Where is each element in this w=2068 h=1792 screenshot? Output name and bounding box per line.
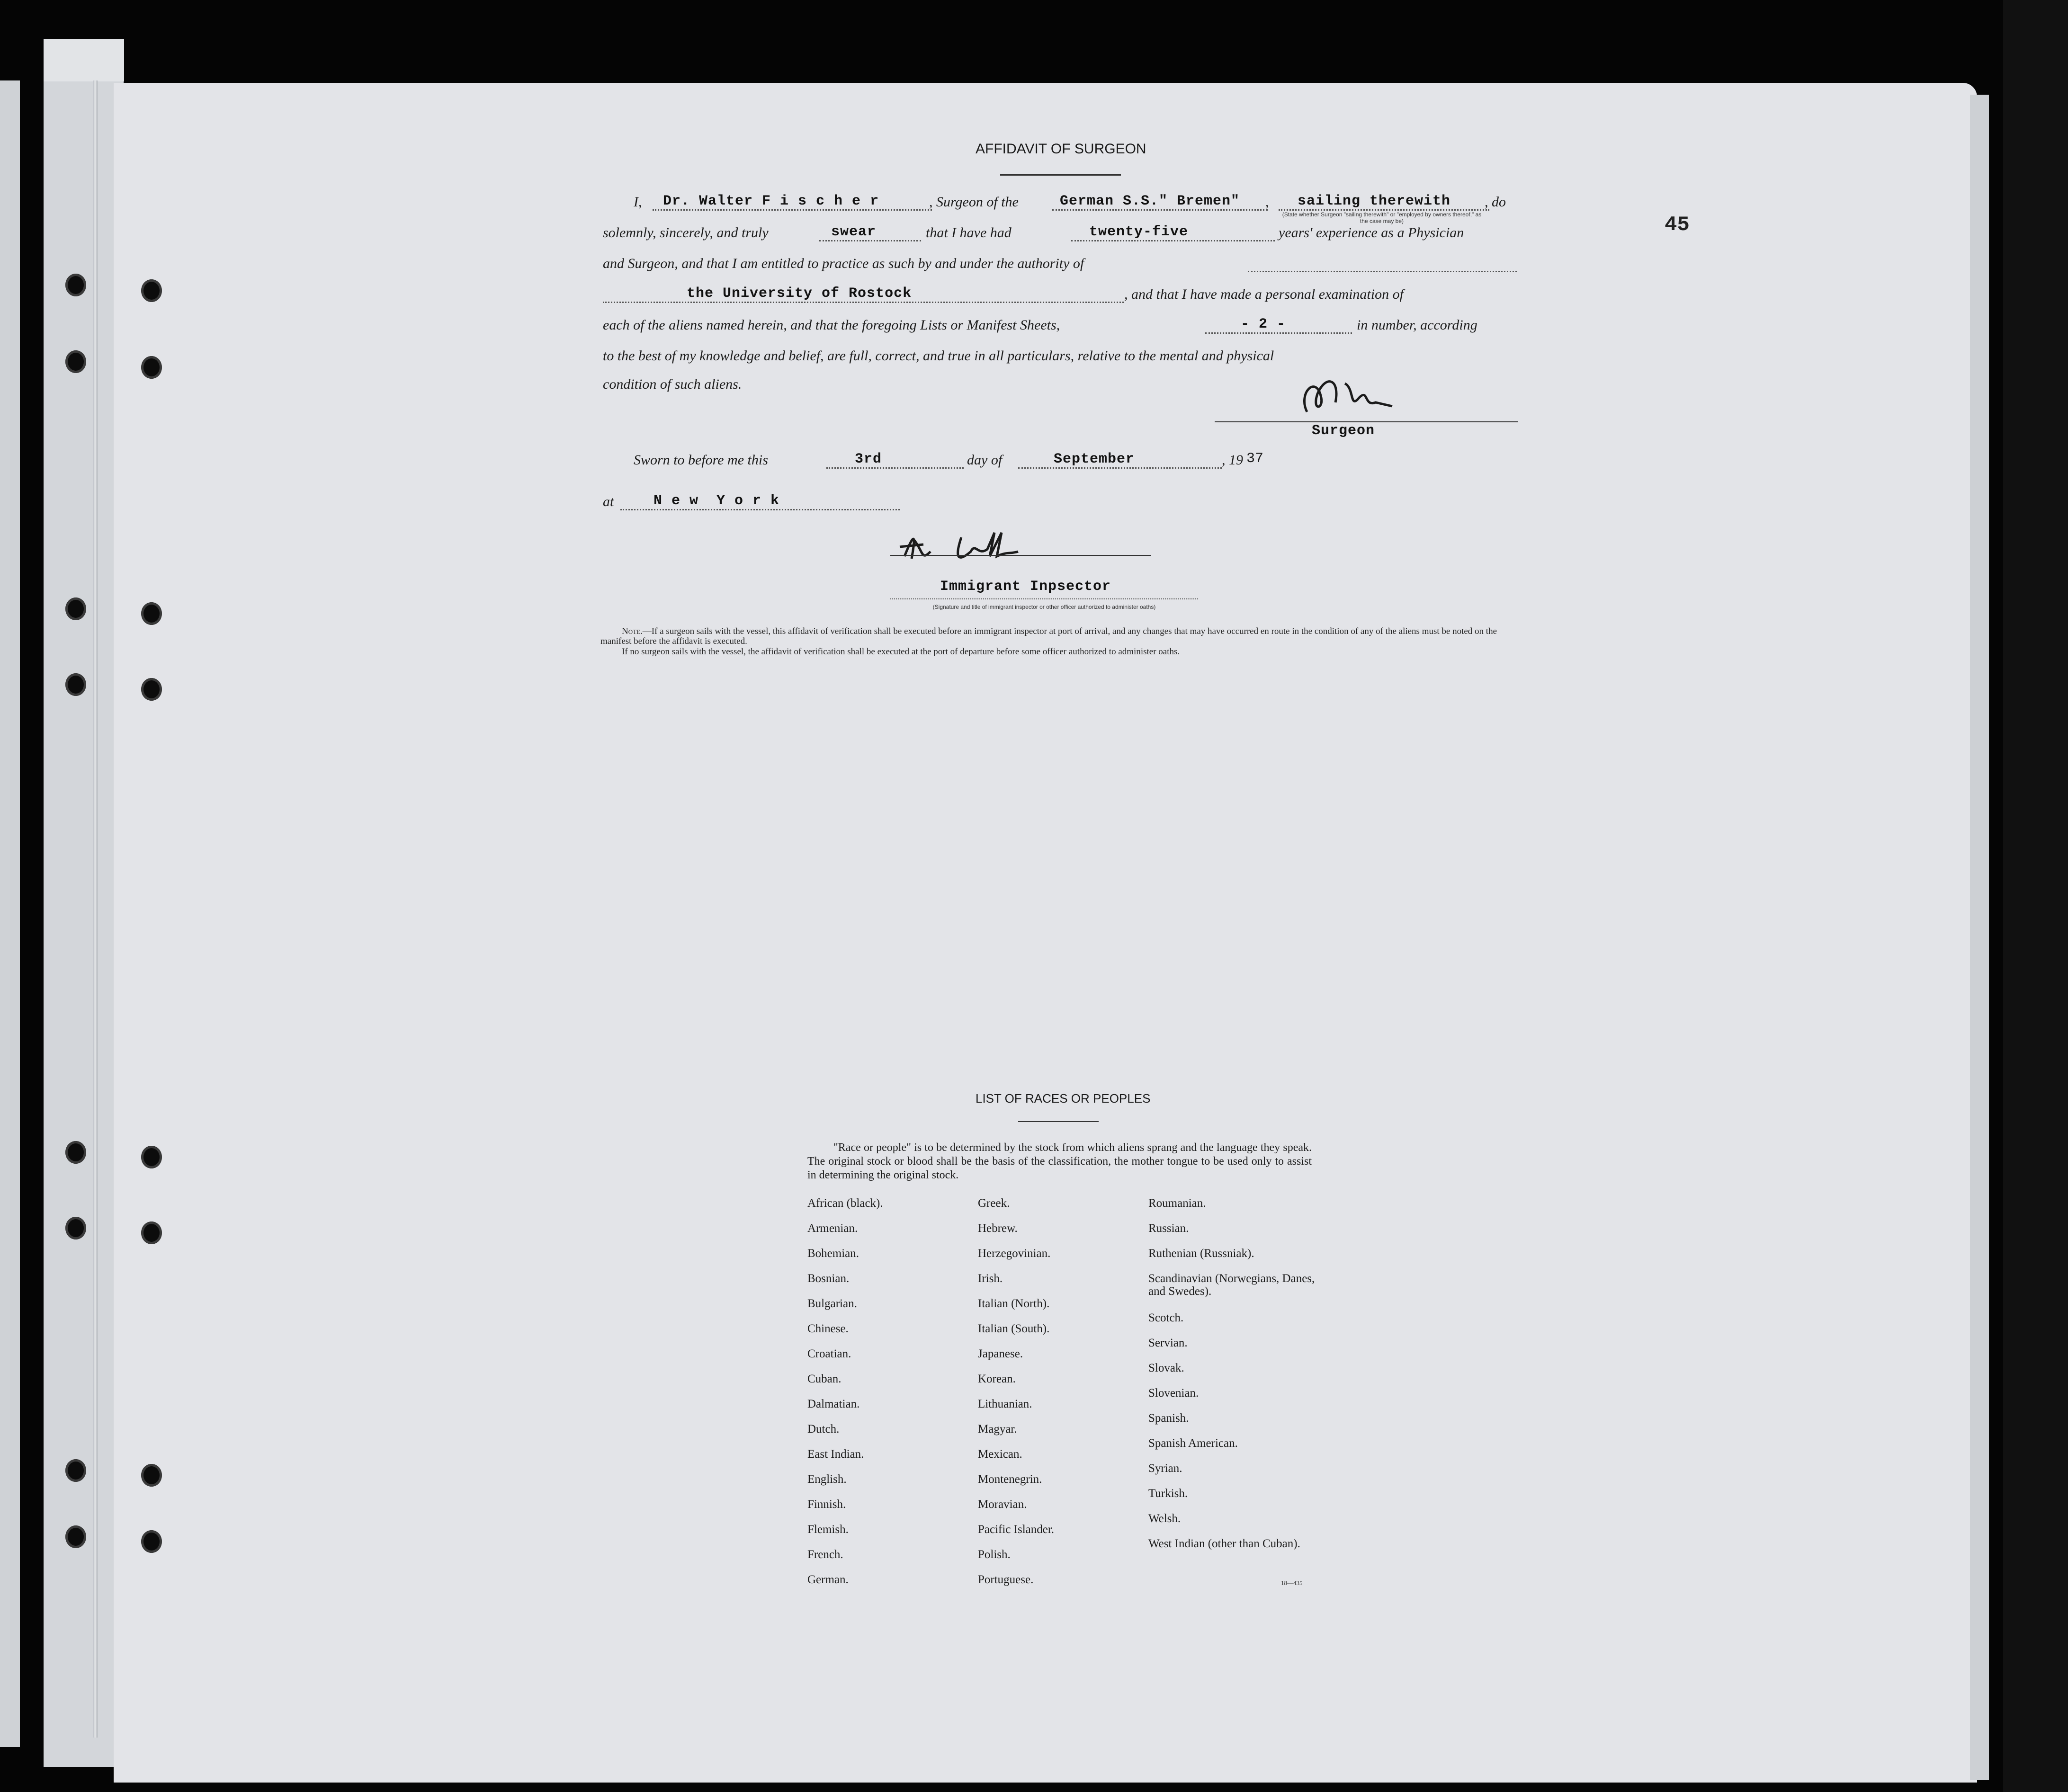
race-item: Slovak. <box>1148 1362 1184 1374</box>
surgeon-signature <box>1288 365 1440 421</box>
race-item: Greek. <box>978 1197 1010 1210</box>
inspector-signature-line <box>890 555 1151 556</box>
race-item: Dutch. <box>807 1423 840 1435</box>
knowledge-text: to the best of my knowledge and belief, are full, correct, and true in all particulars, relative to the mental and physical <box>603 348 1274 364</box>
race-item: Polish. <box>978 1548 1011 1561</box>
binder-edge <box>93 80 98 1738</box>
race-item: African (black). <box>807 1197 883 1210</box>
race-item: German. <box>807 1573 849 1586</box>
race-item: Spanish American. <box>1148 1437 1238 1450</box>
sheets-field-line <box>1205 332 1352 334</box>
at-label: at <box>603 494 614 509</box>
race-item: Italian (North). <box>978 1297 1050 1310</box>
punch-hole <box>141 1146 162 1168</box>
examination-text: , and that I have made a personal examination of <box>1124 286 1404 302</box>
year-prefix: , 19 <box>1222 452 1243 468</box>
authority-field-line-1 <box>1248 271 1517 272</box>
surgeon-signature-line <box>1215 421 1518 422</box>
punch-hole <box>65 274 86 296</box>
races-title: LIST OF RACES OR PEOPLES <box>976 1091 1151 1106</box>
punch-hole <box>141 1464 162 1487</box>
left-page-edge <box>0 80 20 1747</box>
race-item: Spanish. <box>1148 1412 1189 1425</box>
years-experience: twenty-five <box>1089 224 1189 240</box>
sailing-field-line <box>1279 209 1489 211</box>
race-item: French. <box>807 1548 843 1561</box>
had-text: that I have had <box>926 225 1012 241</box>
race-item: Bohemian. <box>807 1247 859 1260</box>
punch-hole <box>141 1530 162 1553</box>
punch-hole <box>141 1221 162 1244</box>
inspector-title-line <box>890 598 1198 599</box>
sailing-instruction: (State whether Surgeon "sailing therewith" or "employed by owners thereof," as the case may be) <box>1282 211 1482 224</box>
race-item: Bulgarian. <box>807 1297 857 1310</box>
punch-hole <box>65 673 86 696</box>
day-of-text: day of <box>967 452 1003 468</box>
inspector-signature <box>895 518 1094 571</box>
race-item: Flemish. <box>807 1523 849 1536</box>
race-item: West Indian (other than Cuban). <box>1148 1537 1300 1550</box>
years-field-line <box>1071 240 1275 241</box>
punch-hole <box>65 1217 86 1239</box>
page-right-edge <box>1970 95 1989 1780</box>
sheet-count: - 2 - <box>1241 316 1286 332</box>
binder-spine <box>44 39 124 1767</box>
punch-hole <box>65 597 86 620</box>
race-item: Mexican. <box>978 1448 1022 1461</box>
race-item: Ruthenian (Russniak). <box>1148 1247 1254 1260</box>
race-item: Irish. <box>978 1272 1003 1285</box>
note-paragraph-1: —If a surgeon sails with the vessel, this affidavit of verification shall be executed before an immigrant inspector at port of arrival, and any changes that may have occurred en route in the condition of any of the aliens must be noted on the manifest before the affidavit is executed. <box>600 626 1497 646</box>
scan-background <box>2003 0 2068 1792</box>
races-title-underline <box>1018 1121 1099 1122</box>
surgeon-name: Dr. Walter F i s c h e r <box>663 193 879 209</box>
race-item: Pacific Islander. <box>978 1523 1055 1536</box>
experience-text: years' experience as a Physician <box>1279 225 1464 241</box>
vessel-name: German S.S." Bremen" <box>1060 193 1240 209</box>
note-paragraph-2: If no surgeon sails with the vessel, the affidavit of verification shall be executed at the port of departure before some officer authorized to administer oaths. <box>622 647 1180 657</box>
race-item: Scotch. <box>1148 1311 1184 1324</box>
name-field-line <box>653 209 932 211</box>
affidavit-title: AFFIDAVIT OF SURGEON <box>976 141 1146 157</box>
punch-hole <box>65 350 86 373</box>
sailing-status: sailing therewith <box>1298 193 1451 209</box>
university-name: the University of Rostock <box>687 285 912 302</box>
race-item: Croatian. <box>807 1347 851 1360</box>
day-field-line <box>826 467 964 469</box>
binder-tab <box>44 39 124 81</box>
race-item: Finnish. <box>807 1498 846 1511</box>
race-item: Chinese. <box>807 1322 849 1335</box>
race-item: Syrian. <box>1148 1462 1182 1475</box>
race-item: Roumanian. <box>1148 1197 1206 1210</box>
affidavit-prefix: I, <box>634 194 642 210</box>
do-label: , do <box>1485 194 1506 210</box>
race-item: East Indian. <box>807 1448 864 1461</box>
punch-hole <box>65 1459 86 1482</box>
inspector-instruction: (Signature and title of immigrant inspector or other officer authorized to administer oaths) <box>932 604 1156 610</box>
race-item: Cuban. <box>807 1373 842 1385</box>
condition-text: condition of such aliens. <box>603 376 742 392</box>
oath-field-line <box>819 240 921 241</box>
sworn-day: 3rd <box>855 451 882 467</box>
race-item: Dalmatian. <box>807 1398 860 1410</box>
comma: , <box>1265 194 1269 210</box>
sworn-month: September <box>1054 451 1135 467</box>
race-item: Magyar. <box>978 1423 1017 1435</box>
race-item: Italian (South). <box>978 1322 1050 1335</box>
punch-hole <box>141 602 162 625</box>
month-field-line <box>1018 467 1222 469</box>
race-item: Portuguese. <box>978 1573 1034 1586</box>
race-item: Bosnian. <box>807 1272 850 1285</box>
sworn-year: 37 <box>1246 451 1264 467</box>
punch-hole <box>65 1141 86 1164</box>
race-item: Montenegrin. <box>978 1473 1042 1486</box>
race-item: English. <box>807 1473 847 1486</box>
race-item: Japanese. <box>978 1347 1023 1360</box>
races-intro: "Race or people" is to be determined by the stock from which aliens sprang and the language they speak. The original stock or blood shall be the basis of the classification, the mother tongue to be used only to assist in determining the original stock. <box>807 1141 1312 1181</box>
race-item: Moravian. <box>978 1498 1027 1511</box>
race-item: Hebrew. <box>978 1222 1018 1235</box>
punch-hole <box>141 356 162 379</box>
place-field-line <box>620 509 900 510</box>
sworn-text: Sworn to before me this <box>634 452 768 468</box>
authority-text: and Surgeon, and that I am entitled to practice as such by and under the authority of <box>603 256 1084 271</box>
surgeon-of-label: , Surgeon of the <box>929 194 1019 210</box>
surgeon-label: Surgeon <box>1312 423 1375 439</box>
oath-word: swear <box>831 224 877 240</box>
race-item: Lithuanian. <box>978 1398 1032 1410</box>
punch-hole <box>141 678 162 701</box>
punch-hole <box>65 1525 86 1548</box>
form-number: 18—435 <box>1281 1579 1303 1587</box>
race-item: Slovenian. <box>1148 1387 1199 1400</box>
race-item: Russian. <box>1148 1222 1189 1235</box>
race-item: Servian. <box>1148 1337 1188 1349</box>
page-number: 45 <box>1665 213 1690 237</box>
inspector-title: Immigrant Inpsector <box>940 579 1111 595</box>
affidavit-note <box>600 626 1517 646</box>
note-label: Note. <box>622 626 643 636</box>
punch-hole <box>141 279 162 302</box>
race-item: Turkish. <box>1148 1487 1188 1500</box>
manifest-text: each of the aliens named herein, and that the foregoing Lists or Manifest Sheets, <box>603 317 1060 333</box>
race-item: Welsh. <box>1148 1512 1181 1525</box>
race-item: Herzegovinian. <box>978 1247 1051 1260</box>
number-text: in number, according <box>1357 317 1477 333</box>
race-item: Armenian. <box>807 1222 858 1235</box>
authority-field-line-2 <box>603 302 1124 303</box>
race-item: Korean. <box>978 1373 1016 1385</box>
solemnly-text: solemnly, sincerely, and truly <box>603 225 769 241</box>
title-underline <box>1000 174 1121 176</box>
race-item: Scandinavian (Norwegians, Danes, and Swedes). <box>1148 1272 1315 1298</box>
vessel-field-line <box>1052 209 1268 211</box>
sworn-place: N e w Y o r k <box>654 493 780 509</box>
